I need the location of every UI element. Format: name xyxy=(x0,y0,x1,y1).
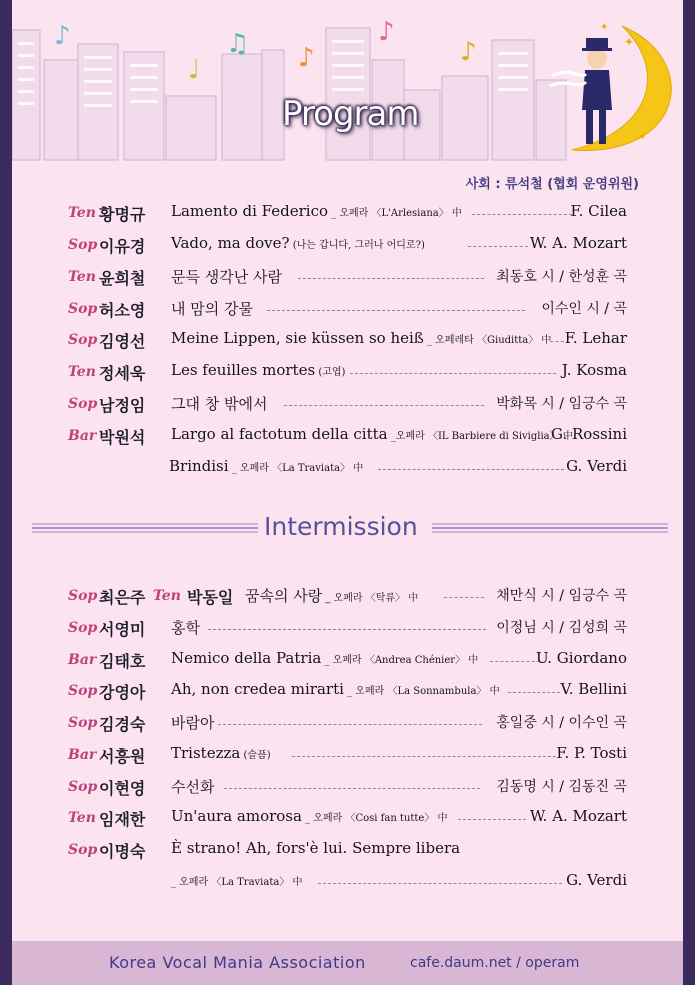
singer-name: 최은주 xyxy=(99,588,146,607)
singer-name: 서영미 xyxy=(99,620,146,639)
work-title: Les feuilles mortes (고엽) xyxy=(171,361,346,379)
svg-text:✦: ✦ xyxy=(638,132,647,143)
singer-name: 이유경 xyxy=(99,237,146,256)
svg-text:♫: ♫ xyxy=(226,29,250,59)
work-title xyxy=(171,871,303,889)
program-row xyxy=(12,679,683,705)
dotted-leader xyxy=(350,373,556,374)
footer-bar xyxy=(12,941,683,985)
work-note: _ 오페라 〈탁류〉 中 xyxy=(322,593,419,604)
dotted-leader xyxy=(490,661,540,662)
singer-name: 김영선 xyxy=(99,332,146,351)
program-row xyxy=(12,328,683,354)
work-note: _ 오페레타 〈Giuditta〉 中 xyxy=(423,335,552,346)
program-row xyxy=(12,616,683,642)
composer: G. Rossini xyxy=(551,425,627,443)
svg-text:✦: ✦ xyxy=(624,35,635,49)
voice-type: Sop xyxy=(68,842,98,858)
work-note: _ 오페라 〈Cosi fan tutte〉 中 xyxy=(301,813,448,824)
program-title: Program xyxy=(282,94,419,134)
work-title: 홍학 xyxy=(171,619,200,637)
voice-type-second: Ten xyxy=(153,588,181,604)
voice-type: Bar xyxy=(68,652,97,668)
dotted-leader xyxy=(298,278,484,279)
program-row xyxy=(12,265,683,291)
program-row xyxy=(12,456,683,482)
program-page xyxy=(12,0,683,985)
voice-type: Ten xyxy=(68,269,96,285)
program-row xyxy=(12,775,683,801)
work-title: Ah, non credea mirarti _ 오페라 〈La Sonnambula〉 中 xyxy=(171,680,500,698)
composer: W. A. Mozart xyxy=(529,234,627,252)
work-note: _ 오페라 〈La Traviata〉 中 xyxy=(171,877,303,888)
work-note: _ 오페라 〈La Sonnambula〉 中 xyxy=(343,686,500,697)
program-row xyxy=(12,233,683,259)
work-title: Tristezza (슬픔) xyxy=(171,744,271,762)
svg-text:♩: ♩ xyxy=(188,55,201,85)
voice-type: Bar xyxy=(68,428,97,444)
dotted-leader xyxy=(218,724,482,725)
dotted-leader xyxy=(508,692,560,693)
program-row xyxy=(12,838,683,864)
singer-name: 박원석 xyxy=(99,428,146,447)
work-title: Un'aura amorosa _ 오페라 〈Cosi fan tutte〉 中 xyxy=(171,807,448,825)
composer: 홍일중 시 / 이수인 곡 xyxy=(496,715,627,731)
singer-name: 강영아 xyxy=(99,683,146,702)
dotted-leader xyxy=(468,246,528,247)
work-note: (나는 갑니다, 그러나 어디로?) xyxy=(289,240,425,251)
composer: U. Giordano xyxy=(535,649,627,667)
work-title: È strano! Ah, fors'è lui. Sempre libera xyxy=(171,839,461,857)
composer: V. Bellini xyxy=(560,680,627,698)
work-title: 바람아 xyxy=(171,714,215,732)
composer: 채만식 시 / 임긍수 곡 xyxy=(496,588,627,604)
singer-name: 정세욱 xyxy=(99,364,146,383)
work-title: Largo al factotum della citta _오페라 〈IL Barbiere di Siviglia〉 中 xyxy=(171,425,573,443)
voice-type: Sop xyxy=(68,237,98,253)
svg-text:♪: ♪ xyxy=(378,17,395,47)
work-title: 꿈속의 사랑 _ 오페라 〈탁류〉 中 xyxy=(245,587,419,605)
work-note: (슬픔) xyxy=(240,750,271,761)
singer-name: 이명숙 xyxy=(99,842,146,861)
voice-type: Sop xyxy=(68,588,98,604)
dotted-leader xyxy=(267,310,525,311)
voice-type: Sop xyxy=(68,332,98,348)
host-credit: 사회 : 류석철 (협회 운영위원) xyxy=(465,177,639,192)
singer-name: 임재한 xyxy=(99,810,146,829)
dotted-leader xyxy=(550,341,564,342)
program-row xyxy=(12,201,683,227)
singer-name: 황명규 xyxy=(99,205,146,224)
program-row xyxy=(12,870,683,896)
dotted-leader xyxy=(378,469,564,470)
divider-lines-right xyxy=(432,521,668,535)
voice-type: Sop xyxy=(68,620,98,636)
intermission-label: Intermission xyxy=(264,512,418,541)
dotted-leader xyxy=(444,597,484,598)
intermission-divider xyxy=(12,510,683,546)
program-row xyxy=(12,806,683,832)
work-title: 내 맘의 강물 xyxy=(171,300,253,318)
composer: G. Verdi xyxy=(566,457,627,475)
voice-type: Sop xyxy=(68,683,98,699)
dotted-leader xyxy=(318,883,562,884)
work-title: Vado, ma dove? (나는 갑니다, 그러나 어디로?) xyxy=(171,234,425,252)
dotted-leader xyxy=(208,629,486,630)
singer-name: 윤희철 xyxy=(99,269,146,288)
program-row xyxy=(12,392,683,418)
singer-name: 이현영 xyxy=(99,779,146,798)
dotted-leader xyxy=(292,756,556,757)
cafe-url-link[interactable]: cafe.daum.net / operam xyxy=(410,955,580,971)
dotted-leader xyxy=(284,405,484,406)
work-title: 문득 생각난 사람 xyxy=(171,268,282,286)
composer: 박화목 시 / 임긍수 곡 xyxy=(496,396,627,412)
program-row xyxy=(12,648,683,674)
program-row xyxy=(12,297,683,323)
singer-name: 김경숙 xyxy=(99,715,146,734)
dotted-leader xyxy=(472,214,572,215)
work-title: 그대 창 밖에서 xyxy=(171,395,268,413)
work-title: 수선화 xyxy=(171,778,215,796)
voice-type: Bar xyxy=(68,747,97,763)
singer-name: 김태호 xyxy=(99,652,146,671)
voice-type: Sop xyxy=(68,779,98,795)
composer: F. Cilea xyxy=(570,202,627,220)
composer: 김동명 시 / 김동진 곡 xyxy=(496,779,627,795)
svg-text:✦: ✦ xyxy=(600,22,609,33)
composer: W. A. Mozart xyxy=(529,807,627,825)
singer-name: 허소영 xyxy=(99,301,146,320)
work-title: Lamento di Federico _ 오페라 〈L'Arlesiana〉 中 xyxy=(171,202,462,220)
composer: J. Kosma xyxy=(561,361,627,379)
voice-type: Sop xyxy=(68,715,98,731)
composer: 최동호 시 / 한성훈 곡 xyxy=(496,269,627,285)
svg-text:♪: ♪ xyxy=(54,21,71,51)
work-note: (고엽) xyxy=(315,367,346,378)
program-row xyxy=(12,711,683,737)
composer: 이정님 시 / 김성희 곡 xyxy=(496,620,627,636)
svg-text:♪: ♪ xyxy=(298,43,315,73)
composer: F. Lehar xyxy=(564,329,627,347)
dotted-leader xyxy=(224,788,480,789)
program-row xyxy=(12,584,683,610)
voice-type: Ten xyxy=(68,364,96,380)
singer-name: 서흥원 xyxy=(99,747,146,766)
svg-text:♪: ♪ xyxy=(460,37,477,67)
work-note: _ 오페라 〈Andrea Chénier〉 中 xyxy=(321,655,479,666)
singer-name: 남정임 xyxy=(99,396,146,415)
dotted-leader xyxy=(458,819,526,820)
singer-name-second: 박동일 xyxy=(187,588,234,607)
voice-type: Sop xyxy=(68,396,98,412)
work-note: _ 오페라 〈L'Arlesiana〉 中 xyxy=(328,208,462,219)
program-row xyxy=(12,424,683,450)
work-title: Brindisi _ 오페라 〈La Traviata〉 中 xyxy=(169,457,364,475)
work-title: Nemico della Patria _ 오페라 〈Andrea Chénier〉 中 xyxy=(171,649,479,667)
work-note: _오페라 〈IL Barbiere di Siviglia〉 中 xyxy=(387,431,573,442)
voice-type: Ten xyxy=(68,810,96,826)
composer: F. P. Tosti xyxy=(556,744,627,762)
program-row xyxy=(12,360,683,386)
voice-type: Sop xyxy=(68,301,98,317)
composer: 이수인 시 / 곡 xyxy=(541,301,627,317)
voice-type: Ten xyxy=(68,205,96,221)
work-note: _ 오페라 〈La Traviata〉 中 xyxy=(228,463,364,474)
work-title: Meine Lippen, sie küssen so heiß _ 오페레타 〈Giuditta〉 中 xyxy=(171,329,552,347)
association-name: Korea Vocal Mania Association xyxy=(109,953,366,972)
city-skyline-illustration xyxy=(12,0,683,170)
program-row xyxy=(12,743,683,769)
composer: G. Verdi xyxy=(566,871,627,889)
divider-lines-left xyxy=(32,521,258,535)
